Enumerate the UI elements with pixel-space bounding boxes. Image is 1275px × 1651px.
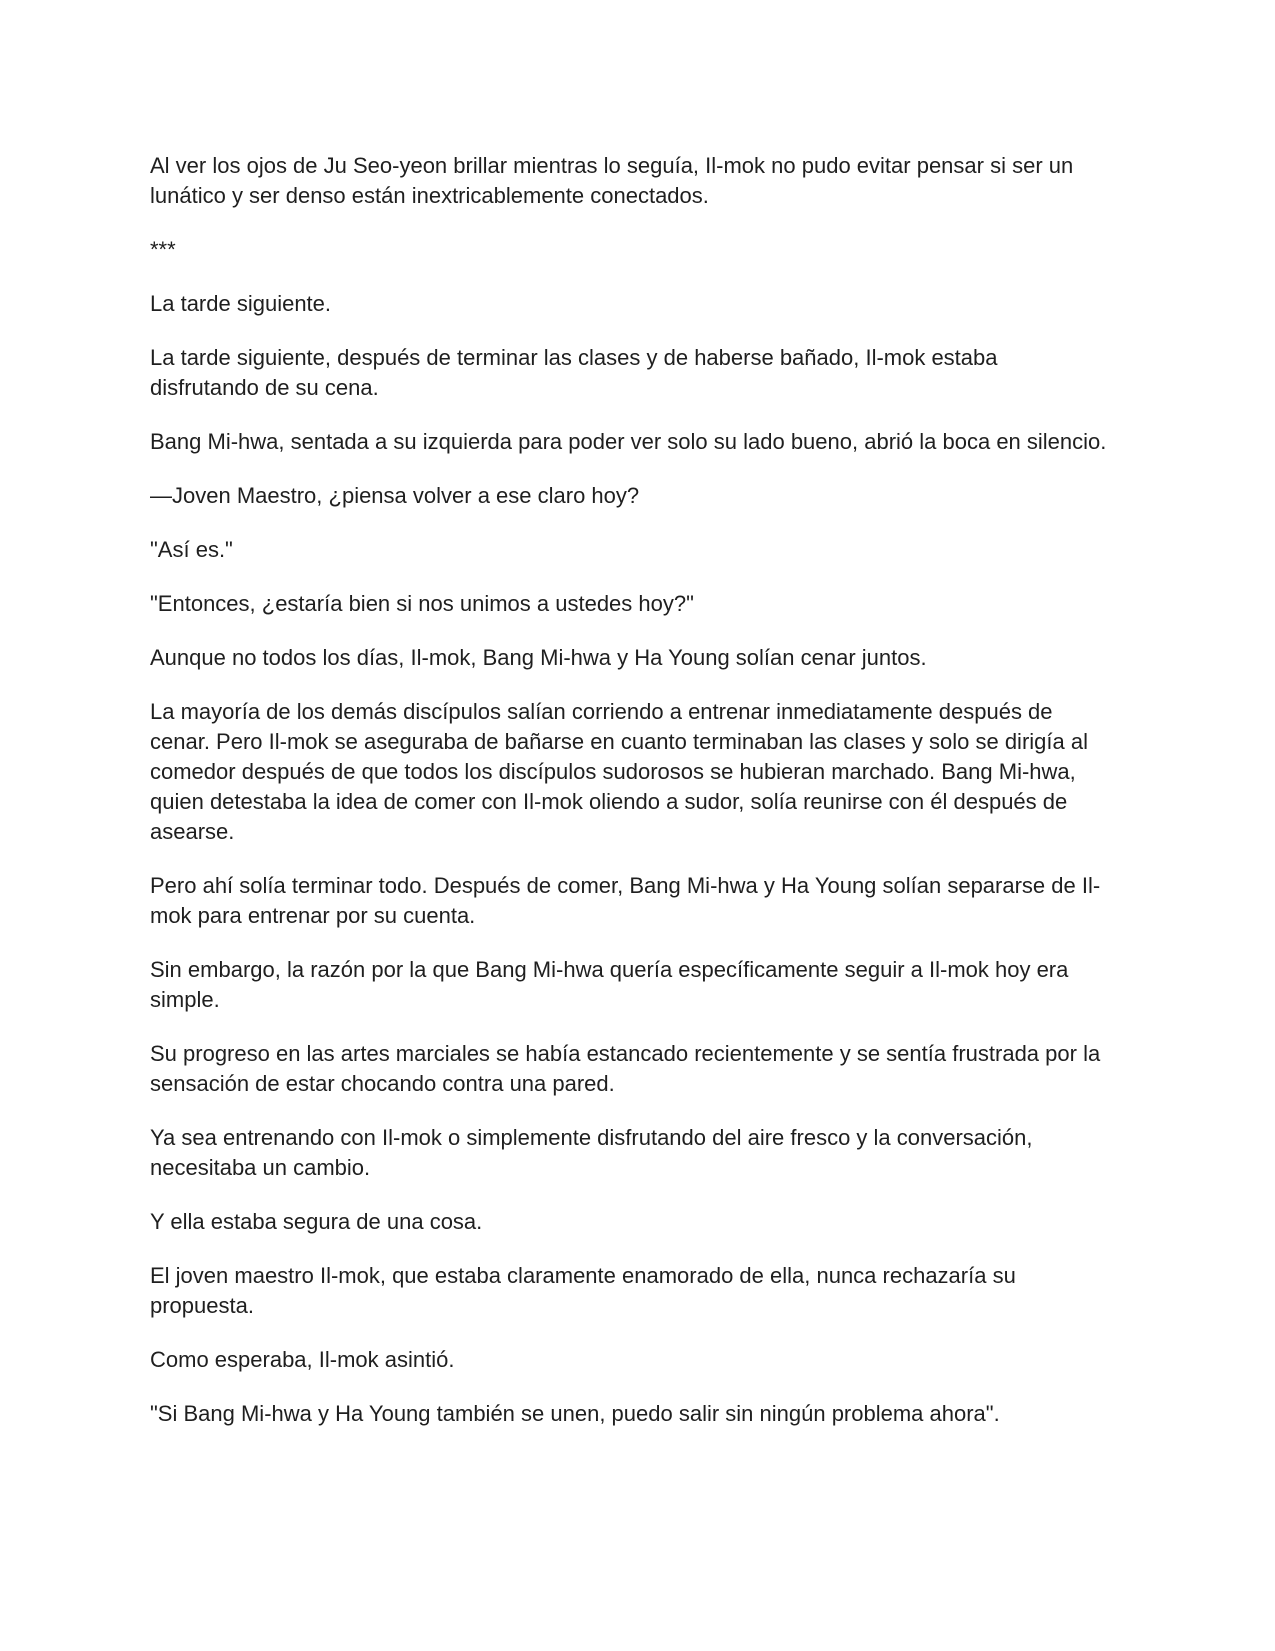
paragraph: Su progreso en las artes marciales se había estancado recientemente y se sentía frustrada por la sensación de estar chocando contra una pared. bbox=[150, 1041, 1101, 1096]
dialogue-line: "Si Bang Mi-hwa y Ha Young también se unen, puedo salir sin ningún problema ahora". bbox=[150, 1401, 1000, 1426]
document-body bbox=[150, 151, 1110, 1453]
paragraph: Pero ahí solía terminar todo. Después de comer, Bang Mi-hwa y Ha Young solían separarse de Il-mok para entrenar por su cuenta. bbox=[150, 873, 1101, 928]
paragraph: Ya sea entrenando con Il-mok o simplemente disfrutando del aire fresco y la conversación, necesitaba un cambio. bbox=[150, 1125, 1033, 1180]
paragraph: Y ella estaba segura de una cosa. bbox=[150, 1209, 483, 1234]
paragraph: Sin embargo, la razón por la que Bang Mi-hwa quería específicamente seguir a Il-mok hoy era simple. bbox=[150, 957, 1069, 1012]
paragraph: Bang Mi-hwa, sentada a su izquierda para poder ver solo su lado bueno, abrió la boca en silencio. bbox=[150, 429, 1107, 454]
dialogue-line: "Así es." bbox=[150, 537, 233, 562]
paragraph: La tarde siguiente. bbox=[150, 291, 332, 316]
paragraph: Aunque no todos los días, Il-mok, Bang Mi-hwa y Ha Young solían cenar juntos. bbox=[150, 645, 927, 670]
paragraph: Como esperaba, Il-mok asintió. bbox=[150, 1347, 455, 1372]
paragraph: El joven maestro Il-mok, que estaba claramente enamorado de ella, nunca rechazaría su propuesta. bbox=[150, 1263, 1016, 1318]
paragraph: La mayoría de los demás discípulos salían corriendo a entrenar inmediatamente después de cenar. Pero Il-mok se aseguraba de bañarse en cuanto terminaban las clases y solo se dirigía al comedor después de que todos los discípulos sudorosos se hubieran marchado. Bang Mi-hwa, quien detestaba la idea de comer con Il-mok oliendo a sudor, solía reunirse con él después de asearse. bbox=[150, 699, 1088, 844]
scene-break: *** bbox=[150, 237, 176, 262]
dialogue-line: "Entonces, ¿estaría bien si nos unimos a ustedes hoy?" bbox=[150, 591, 694, 616]
dialogue-line: —Joven Maestro, ¿piensa volver a ese claro hoy? bbox=[150, 483, 640, 508]
paragraph: La tarde siguiente, después de terminar las clases y de haberse bañado, Il-mok estaba disfrutando de su cena. bbox=[150, 345, 998, 400]
paragraph: Al ver los ojos de Ju Seo-yeon brillar mientras lo seguía, Il-mok no pudo evitar pensar si ser un lunático y ser denso están inextricablemente conectados. bbox=[150, 153, 1074, 208]
